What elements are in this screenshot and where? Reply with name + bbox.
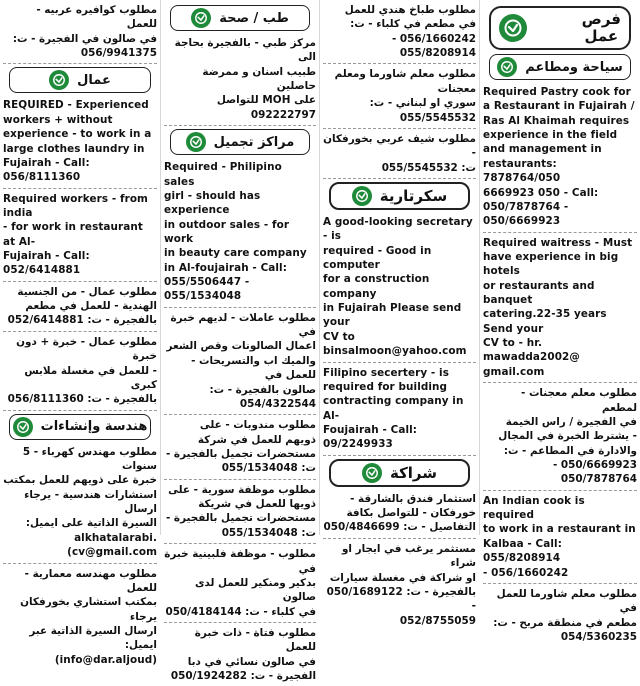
arrow-badge-icon — [352, 186, 372, 206]
arrow-badge-icon — [191, 8, 211, 28]
ad-listing: مطلوب معلم شاورما ومعلم معجنات سوري او لبناني - ت: 055/5545532 — [323, 66, 476, 128]
arrow-badge-icon — [497, 57, 517, 77]
ad-listing: Required waitress - Must have experience in big hotels or restaurants and banquet catering.22-35 years Send your CV to - hr. mawadda2002@ gmail.com — [483, 235, 637, 384]
ad-listing: مطلوب فتاة - ذات خبرة للعمل في صالون نسائي في دبا الفجيرة - ت: 050/1924282 — [170, 626, 316, 683]
column-2 — [161, 0, 320, 683]
section-header-line1: فرص — [581, 9, 621, 28]
ad-listing: مطلوب - موظفة فلبينية خبرة في بدكير ومنكير للعمل لدى صالون في كلباء - ت: 050/4184144 — [164, 546, 316, 623]
ad-listing: An Indian cook is required to work in a restaurant in Kalbaa - Call: 055/8208914 - 056/1660242 — [483, 493, 637, 584]
ad-listing: مطلوب عمال - من الجنسية الهندية - للعمل في مطعم بالفجيرة - ت: 052/6414881 — [3, 284, 157, 332]
column-4 — [480, 0, 640, 643]
section-banner-label: سكرتارية — [379, 186, 448, 205]
ad-listing: Required Pastry cook for a Restaurant in Fujairah / Ras Al Khaimah requires experience in the field and management in restaurants: 7878764/050 6669923 050 - Call: 050/7878764 - 050/6669923 — [483, 84, 637, 233]
ad-listing: مطلوب مهندسه معمارية - للعمل بمكتب استشاري بخورفكان يرجاء ارسال السيرة الذاتية عبر ايميل: (info@dar.aljoud) — [20, 567, 157, 666]
ad-listing: مركز طبي - بالفجيرة بحاجة الى طبيب اسنان و ممرضة حاصلين على MOH للتواصل 092222797 — [164, 35, 316, 126]
arrow-badge-icon — [13, 417, 33, 437]
section-banner-workers — [9, 67, 151, 93]
ad-listing: مطلوب عمال - خبرة + دون خبرة - للعمل في مغسلة ملابس كبرى بالفجيرة - ت: 056/8111360 — [3, 334, 157, 411]
ad-listing: REQUIRED - Experienced workers + without experience - to work in a large clothes laundry in Fujairah - Call: 056/8111360 — [3, 97, 157, 188]
arrow-badge-icon — [362, 463, 382, 483]
ad-listing: مطلوب مهندس كهرباء - 5 سنوات خبرة على ذويهم للعمل بمكتب استشارات هندسية - يرجاء ارسال السيرة الذاتية على ايميل: alkhatalarabi. cv@gmail.com) — [3, 444, 157, 564]
ad-listing: مطلوب عاملات - لديهم خبرة في اعمال الصالونات وقص الشعر والميك اب والتسريحات - للعمل في صالون بالفجيرة - ت: 054/4322544 — [164, 310, 316, 416]
section-banner-partnership — [329, 459, 470, 487]
section-banner-beauty — [170, 129, 310, 155]
ad-listing: مطلوب كوافيره عربيه - للعمل في صالون في الفجيرة - ت: 056/9941375 — [3, 2, 157, 64]
ad-listing: مطلوب شيف عربي بخورفكان - ت: 055/5545532 — [323, 131, 476, 179]
ad-listing: Filipino secertery - is required for building contracting company in Al- Foujairah - Call: 09/2249933 — [323, 365, 476, 456]
section-header-job-opportunities — [489, 6, 631, 50]
section-banner-label: سياحة ومطاعم — [525, 59, 623, 75]
section-banner-label: عمال — [77, 72, 111, 88]
section-banner-label: طب / صحة — [219, 10, 289, 26]
ad-listing: مطلوب موظفة سورية - على ذويها للعمل في شريكة مستحضرات تجميل بالفجيرة - ت: 055/1534048 — [164, 482, 316, 544]
ad-listing: مستثمر يرغب في ايجار او شراء او شراكة في مغسلة سيارات بالفجيرة - ت: 050/1689122 - 052/8755059 — [326, 542, 476, 627]
section-banner-secretary — [329, 182, 470, 210]
arrow-badge-icon — [49, 70, 69, 90]
ad-listing: A good-looking secretary - is required - Good in computer for a construction company in Fujairah Please send your CV to binsalmoon@yahoo.com — [323, 214, 476, 363]
column-1 — [0, 0, 161, 666]
section-banner-engineering — [9, 414, 151, 440]
ad-listing: مطلوب معلم شاورما للعمل في مطعم في منطقة مربح - ت: 054/5360235 — [493, 587, 637, 643]
section-banner-medical — [170, 5, 310, 31]
ad-listing: مطلوب معلم معجنات - لمطعم في الفجيرة / راس الخيمة - يشترط الخبرة في المجال والادارة في المطاعم - ت: 050/6669923 - 050/7878764 — [483, 385, 637, 491]
ad-listing: مطلوب مندوبات - على ذويهم للعمل في شركة مستحضرات تجميل بالفجيرة - ت: 055/1534048 — [164, 417, 316, 479]
section-banner-label: مراكز تجميل — [213, 134, 295, 150]
arrow-badge-icon — [186, 132, 206, 152]
arrow-badge-icon — [499, 14, 527, 42]
column-3 — [320, 0, 480, 627]
ad-listing: استثمار فندق بالشارقة - خورفكان - للتواصل بكافة التفاصيل - ت: 050/4846699 — [323, 491, 476, 539]
section-banner-label: شراكة — [389, 463, 438, 482]
ad-listing: Required - Philipino sales girl - should has experience in outdoor sales - for work in beauty care company in Al-foujairah - Call: 055/5506447 - 055/1534048 — [164, 159, 316, 308]
section-banner-tourism — [489, 54, 631, 80]
section-banner-label: هندسة وإنشاءات — [40, 419, 148, 435]
section-header-line2: عمل — [584, 27, 619, 45]
ad-listing: Required workers - from india - for work in restaurant at Al- Fujairah - Call: 052/6414881 — [3, 191, 157, 282]
section-header-title — [582, 11, 621, 46]
ad-listing: مطلوب طباخ هندي للعمل في مطعم في كلباء - ت: 056/1660242 - 055/8208914 — [323, 2, 476, 64]
